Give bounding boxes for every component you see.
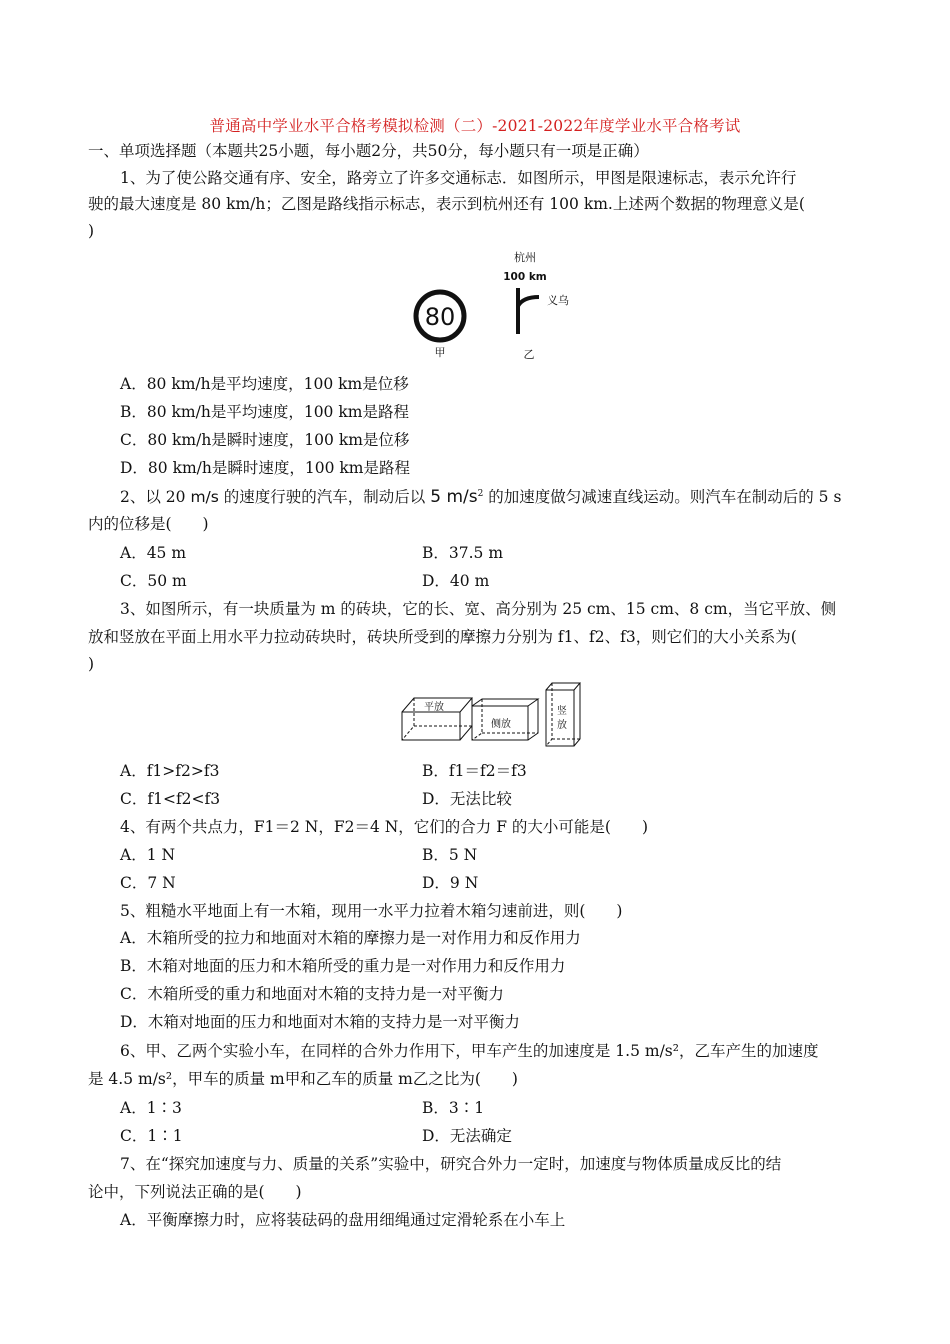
q1-traffic-signs-figure	[405, 250, 585, 362]
q1-stem-line1: 1、为了使公路交通有序、安全，路旁立了许多交通标志．如图所示，甲图是限速标志，表示允许行	[120, 169, 797, 187]
q2-stem-line1: 2、以 20 m/s 的速度行驶的汽车，制动后以 5 $m/s^2$ 的加速度做匀减速直线运动。则汽车在制动后的 5 s	[120, 487, 842, 507]
q3-stem-line3: )	[88, 655, 95, 673]
brick-upright-label-1: 竖	[557, 706, 567, 717]
city-hangzhou: 杭州	[514, 251, 536, 264]
q2-unit: m/s	[190, 488, 219, 506]
section-heading: 一、单项选择题（本题共25小题，每小题2分，共50分，每小题只有一项是正确）	[88, 142, 649, 160]
distance-label: 100 km	[503, 271, 547, 283]
q6-option-b: B．3∶1	[422, 1099, 485, 1117]
q3-bricks-figure	[398, 680, 588, 752]
q2-acceleration: 5 m/s	[430, 487, 478, 507]
route-sign-arrow	[518, 288, 539, 334]
q1-stem-line3: )	[88, 222, 95, 240]
q6-option-d: D．无法确定	[422, 1127, 512, 1145]
q4-option-a: A．1 N	[120, 846, 176, 864]
q3-option-a: A．f1>f2>f3	[120, 762, 220, 780]
brick-side-label: 侧放	[491, 719, 511, 730]
q7-stem-line2: 论中，下列说法正确的是( )	[88, 1183, 302, 1201]
speed-limit-value: 80	[424, 303, 456, 331]
q5-option-a: A．木箱所受的拉力和地面对木箱的摩擦力是一对作用力和反作用力	[120, 929, 581, 947]
q3-option-b: B．f1＝f2＝f3	[422, 762, 527, 780]
q5-option-b: B．木箱对地面的压力和木箱所受的重力是一对作用力和反作用力	[120, 957, 566, 975]
brick-flat-label: 平放	[424, 702, 444, 713]
q7-stem-line1: 7、在“探究加速度与力、质量的关系”实验中，研究合外力一定时，加速度与物体质量成反比的结	[120, 1155, 782, 1173]
q5-stem: 5、粗糙水平地面上有一木箱，现用一水平力拉着木箱匀速前进，则( )	[120, 902, 623, 920]
q1-option-c: C．80 km/h是瞬时速度，100 km是位移	[120, 431, 410, 449]
q1-option-d: D．80 km/h是瞬时速度，100 km是路程	[120, 459, 410, 477]
city-yiwu: 义乌	[547, 294, 569, 307]
q1-option-b: B．80 km/h是平均速度，100 km是路程	[120, 403, 409, 421]
q3-option-c: C．f1<f2<f3	[120, 790, 221, 808]
q1-stem-line2: 驶的最大速度是 80 km/h；乙图是路线指示标志，表示到杭州还有 100 km.上述两个数据的物理意义是(	[88, 195, 805, 213]
q6-option-a: A．1∶3	[120, 1099, 182, 1117]
q7-option-a: A．平衡摩擦力时，应将装砝码的盘用细绳通过定滑轮系在小车上	[120, 1211, 566, 1229]
q4-option-b: B．5 N	[422, 846, 478, 864]
q3-option-d: D．无法比较	[422, 790, 512, 808]
label-jia: 甲	[434, 346, 446, 359]
speed-limit-sign	[416, 292, 464, 340]
q2-stem-line2: 内的位移是( )	[88, 515, 209, 533]
q4-option-d: D．9 N	[422, 874, 479, 892]
q2-option-a: A．45 m	[120, 544, 187, 562]
q2-option-d: D．40 m	[422, 572, 490, 590]
q3-stem-line2: 放和竖放在平面上用水平力拉动砖块时，砖块所受到的摩擦力分别为 f1、f2、f3，则它们的大小关系为(	[88, 628, 797, 646]
brick-upright-label-2: 放	[557, 720, 567, 731]
q1-option-a: A．80 km/h是平均速度，100 km是位移	[120, 375, 409, 393]
q5-option-c: C．木箱所受的重力和地面对木箱的支持力是一对平衡力	[120, 985, 504, 1003]
q5-option-d: D．木箱对地面的压力和地面对木箱的支持力是一对平衡力	[120, 1013, 520, 1031]
q2-text-b: 的速度行驶的汽车，制动后以	[218, 488, 431, 506]
q6-option-c: C．1∶1	[120, 1127, 183, 1145]
q3-stem-line1: 3、如图所示，有一块质量为 m 的砖块，它的长、宽、高分别为 25 cm、15 cm、8 cm，当它平放、侧	[120, 600, 837, 618]
q2-text-c: 的加速度做匀减速直线运动。则汽车在制动后的 5 s	[483, 488, 842, 506]
q2-text-a: 2、以 20	[120, 488, 191, 506]
q6-stem-line2: 是 4.5 m/s²，甲车的质量 m甲和乙车的质量 m乙之比为( )	[88, 1070, 518, 1088]
page-title: 普通高中学业水平合格考模拟检测（二）-2021-2022年度学业水平合格考试	[209, 117, 741, 135]
q4-option-c: C．7 N	[120, 874, 176, 892]
q2-option-b: B．37.5 m	[422, 544, 504, 562]
q6-stem-line1: 6、甲、乙两个实验小车，在同样的合外力作用下，甲车产生的加速度是 1.5 m/s²，乙车产生的加速度	[120, 1042, 819, 1060]
q2-option-c: C．50 m	[120, 572, 187, 590]
q4-stem: 4、有两个共点力，F1＝2 N，F2＝4 N，它们的合力 F 的大小可能是( )	[120, 818, 649, 836]
label-yi: 乙	[523, 348, 535, 361]
